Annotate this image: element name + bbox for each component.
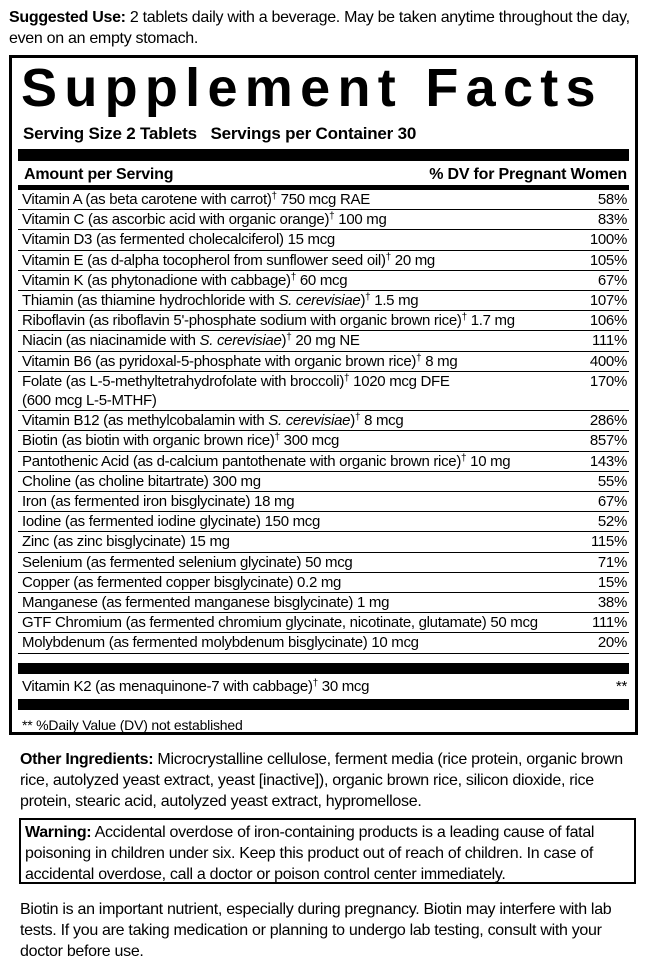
nutrient-name: Vitamin D3 (as fermented cholecalciferol) 15 mcg [22,231,335,249]
nutrient-name: Pantothenic Acid (as d-calcium pantothenate with organic brown rice)† 10 mg [22,452,511,470]
nutrient-row [18,492,629,512]
amount-header [18,165,629,185]
nutrient-name: GTF Chromium (as fermented chromium glycinate, nicotinate, glutamate) 50 mcg [22,614,538,632]
nutrient-dv: 105% [589,251,627,269]
nutrient-name: Zinc (as zinc bisglycinate) 15 mg [22,533,230,551]
nutrient-dv: 83% [597,211,627,229]
k2-name: Vitamin K2 (as menaquinone-7 with cabbage)† 30 mcg [22,678,370,695]
nutrient-dv: 400% [589,352,627,370]
serving-line [23,124,416,144]
nutrient-dv: 111% [592,614,627,632]
nutrient-row [18,593,629,613]
nutrient-name: Vitamin C (as ascorbic acid with organic orange)† 100 mg [22,211,387,229]
nutrient-name: Manganese (as fermented manganese bisglycinate) 1 mg [22,594,390,612]
suggested-use-body: 2 tablets daily with a beverage. May be taken anytime throughout the day, even on an empty stomach. [9,9,630,47]
servings-per-container: Servings per Container 30 [210,124,417,143]
nutrient-dv: 38% [597,594,627,612]
nutrient-row [18,573,629,593]
nutrient-name: Vitamin B6 (as pyridoxal-5-phosphate with organic brown rice)† 8 mg [22,352,458,370]
nutrient-dv: 67% [597,493,627,511]
nutrient-name: Vitamin B12 (as methylcobalamin with S. cerevisiae)† 8 mcg [22,412,404,430]
other-ingredients-text [20,749,636,812]
thick-divider [18,663,629,674]
nutrient-dv: 143% [589,452,627,470]
nutrient-name: Folate (as L-5-methyltetrahydrofolate with broccoli)† 1020 mcg DFE (600 mcg L-5-MTHF) [22,372,450,410]
serving-size: Serving Size 2 Tablets [23,124,197,143]
nutrient-dv: 67% [597,271,627,289]
nutrient-row [18,331,629,351]
nutrient-row [18,230,629,250]
nutrient-row-vitamin-k2 [18,676,629,698]
nutrient-table [18,190,629,654]
nutrient-name: Vitamin A (as beta carotene with carrot)† 750 mcg RAE [22,191,370,208]
nutrient-name: Selenium (as fermented selenium glycinate) 50 mcg [22,553,353,571]
nutrient-dv: 111% [592,332,627,350]
nutrient-dv: 52% [597,513,627,531]
suggested-use-text [9,7,639,49]
supplement-facts-panel [9,55,638,735]
amount-per-serving-label: Amount per Serving [24,166,174,183]
nutrient-row [18,553,629,573]
nutrient-row [18,532,629,552]
other-ingredients-label: Other Ingredients: [20,751,154,768]
nutrient-dv: 170% [589,372,627,390]
nutrient-row [18,190,629,210]
nutrient-row [18,512,629,532]
nutrient-row [18,311,629,331]
nutrient-name: Riboflavin (as riboflavin 5'-phosphate sodium with organic brown rice)† 1.7 mg [22,312,515,330]
nutrient-row [18,633,629,653]
nutrient-dv: 100% [589,231,627,249]
organism-name: S. cerevisiae [199,332,282,350]
nutrient-row [18,372,629,411]
nutrient-name: Biotin (as biotin with organic brown rice)† 300 mcg [22,432,340,450]
nutrient-dv: 71% [597,553,627,571]
nutrient-row [18,251,629,271]
organism-name: S. cerevisiae [268,412,351,430]
nutrient-dv: 107% [589,292,627,310]
other-ingredients-body: Microcrystalline cellulose, ferment media (rice protein, organic brown rice, autolyzed yeast extract, yeast [inactive]), organic brown rice, silicon dioxide, rice protein, stearic acid, autolyzed yeast extract, hypromellose. [20,751,623,810]
dv-header-label: % DV for Pregnant Women [429,166,627,183]
nutrient-name: Copper (as fermented copper bisglycinate) 0.2 mg [22,573,342,591]
nutrient-dv: 15% [597,573,627,591]
nutrient-row [18,210,629,230]
nutrient-name: Iron (as fermented iron bisglycinate) 18 mg [22,493,295,511]
thick-divider [18,149,629,161]
thick-divider [18,699,629,710]
organism-name: S. cerevisiae [278,292,361,310]
nutrient-dv: 20% [597,634,627,652]
nutrient-name: Choline (as choline bitartrate) 300 mg [22,472,261,490]
nutrient-row [18,472,629,492]
nutrient-name: Molybdenum (as fermented molybdenum bisglycinate) 10 mcg [22,634,419,652]
nutrient-name: Thiamin (as thiamine hydrochloride with S. cerevisiae)† 1.5 mg [22,292,419,310]
nutrient-row [18,613,629,633]
nutrient-name: Niacin (as niacinamide with S. cerevisiae)† 20 mg NE [22,332,360,350]
biotin-note: Biotin is an important nutrient, especially during pregnancy. Biotin may interfere with lab tests. If you are taking medication or planning to undergo lab testing, consult with your doctor before use. [20,901,612,960]
nutrient-dv: 106% [589,312,627,330]
warning-body: Accidental overdose of iron-containing products is a leading cause of fatal poisoning in children under six. Keep this product out of reach of children. In case of accidental overdose, call a doctor or poison control center immediately. [25,824,595,883]
warning-box [19,818,636,884]
warning-label: Warning: [25,824,92,841]
dv-footnote: ** %Daily Value (DV) not established [22,717,243,733]
nutrient-name: Vitamin E (as d-alpha tocopherol from sunflower seed oil)† 20 mg [22,251,435,269]
nutrient-dv: 58% [597,191,627,208]
nutrient-row [18,291,629,311]
nutrient-dv: 286% [589,412,627,430]
nutrient-dv: 55% [597,472,627,490]
nutrient-name-line2: (600 mcg L-5-MTHF) [22,392,157,410]
nutrient-row [18,411,629,431]
nutrient-dv: 115% [590,533,627,551]
k2-dv: ** [615,678,627,695]
nutrient-row [18,452,629,472]
nutrient-row [18,271,629,291]
nutrient-dv: 857% [589,432,627,450]
nutrient-row [18,352,629,372]
nutrient-name: Vitamin K (as phytonadione with cabbage)† 60 mcg [22,271,348,289]
facts-title: Supplement Facts [21,58,603,118]
nutrient-name: Iodine (as fermented iodine glycinate) 150 mcg [22,513,321,531]
nutrient-row [18,431,629,451]
suggested-use-label: Suggested Use: [9,9,126,26]
